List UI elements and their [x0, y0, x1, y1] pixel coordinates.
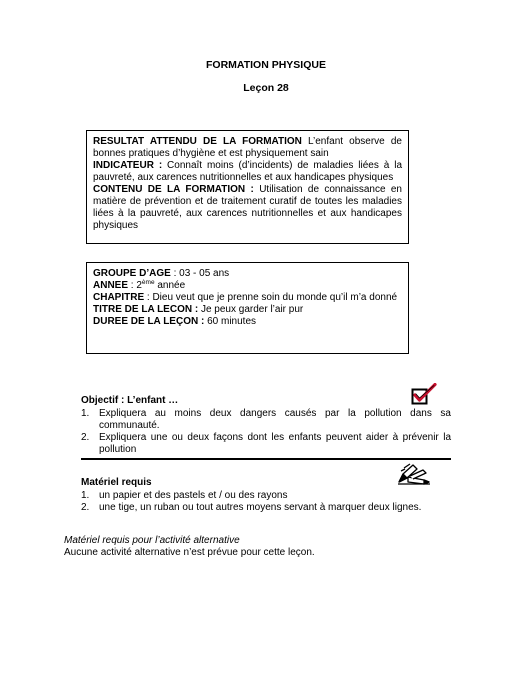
list-text: un papier et des pastels et / ou des rayons [99, 490, 288, 501]
groupe-line [93, 268, 402, 280]
objectif-section [81, 395, 451, 456]
resultat-label: RESULTAT ATTENDU DE LA FORMATION [93, 136, 302, 147]
chapitre-label: CHAPITRE [93, 292, 145, 303]
list-number: 1. [81, 490, 90, 501]
alternative-text: Aucune activité alternative n’est prévue pour cette leçon. [64, 547, 315, 558]
groupe-value: : 03 - 05 ans [170, 268, 230, 279]
lesson-info-box [86, 262, 409, 354]
list-text: Expliquera une ou deux façons dont les enfants peuvent aider à prévenir la pollution [99, 432, 451, 455]
annee-value-pre: : 2 [128, 280, 142, 291]
materiel-title: Matériel requis [81, 477, 152, 488]
annee-line [93, 280, 402, 292]
indicateur-text: Connaît moins (d’incidents) de maladies liées à la pauvreté, aux carences nutritionnelles et aux handicapes physiques [93, 160, 403, 183]
list-item [81, 408, 451, 432]
titre-line [93, 304, 402, 316]
titre-value: Je peux garder l’air pur [198, 304, 304, 315]
groupe-label: GROUPE D’AGE [93, 268, 171, 279]
chapitre-line [93, 292, 402, 304]
list-number: 2. [81, 502, 90, 513]
contenu-label: CONTENU DE LA FORMATION : [93, 184, 254, 195]
annee-value-post: année [154, 280, 186, 291]
list-text: une tige, un ruban ou tout autres moyens servant à marquer deux lignes. [99, 502, 422, 513]
alternative-section [64, 535, 464, 559]
duree-line [93, 316, 402, 328]
list-text: Expliquera au moins deux dangers causés par la pollution dans sa communauté. [99, 408, 451, 431]
objectif-title: Objectif : L’enfant … [81, 395, 179, 406]
list-number: 1. [81, 408, 90, 419]
list-item [81, 490, 451, 502]
duree-value: 60 minutes [204, 316, 257, 327]
indicateur-label: INDICATEUR : [93, 160, 163, 171]
resultat-text: L’enfant observe de bonnes pratiques d’hygiène et est physiquement sain [93, 136, 402, 159]
alternative-title: Matériel requis pour l’activité alternative [64, 535, 240, 546]
formation-box [86, 130, 409, 244]
objectif-list [81, 408, 451, 456]
list-item [81, 502, 451, 514]
lesson-number: Leçon 28 [243, 82, 289, 94]
section-divider [81, 458, 451, 460]
duree-label: DUREE DE LA LEÇON : [93, 316, 205, 327]
chapitre-value: : Dieu veut que je prenne soin du monde qu’il m’a donné [144, 292, 398, 303]
document-title: FORMATION PHYSIQUE [206, 59, 326, 71]
materiel-section [81, 477, 451, 514]
annee-value-sup: ème [141, 279, 155, 286]
list-number: 2. [81, 432, 90, 443]
contenu-text: Utilisation de connaissance en matière de prévention et de traitement curatif de toutes les maladies liées à la pauvreté, aux carences nutritionnelles et aux handicapes physiques [93, 184, 402, 231]
contenu-paragraph [93, 184, 402, 232]
list-item [81, 432, 451, 456]
resultat-paragraph [93, 136, 402, 160]
annee-label: ANNEE [93, 280, 129, 291]
indicateur-paragraph [93, 160, 402, 184]
titre-label: TITRE DE LA LECON : [93, 304, 199, 315]
materiel-list [81, 490, 451, 514]
